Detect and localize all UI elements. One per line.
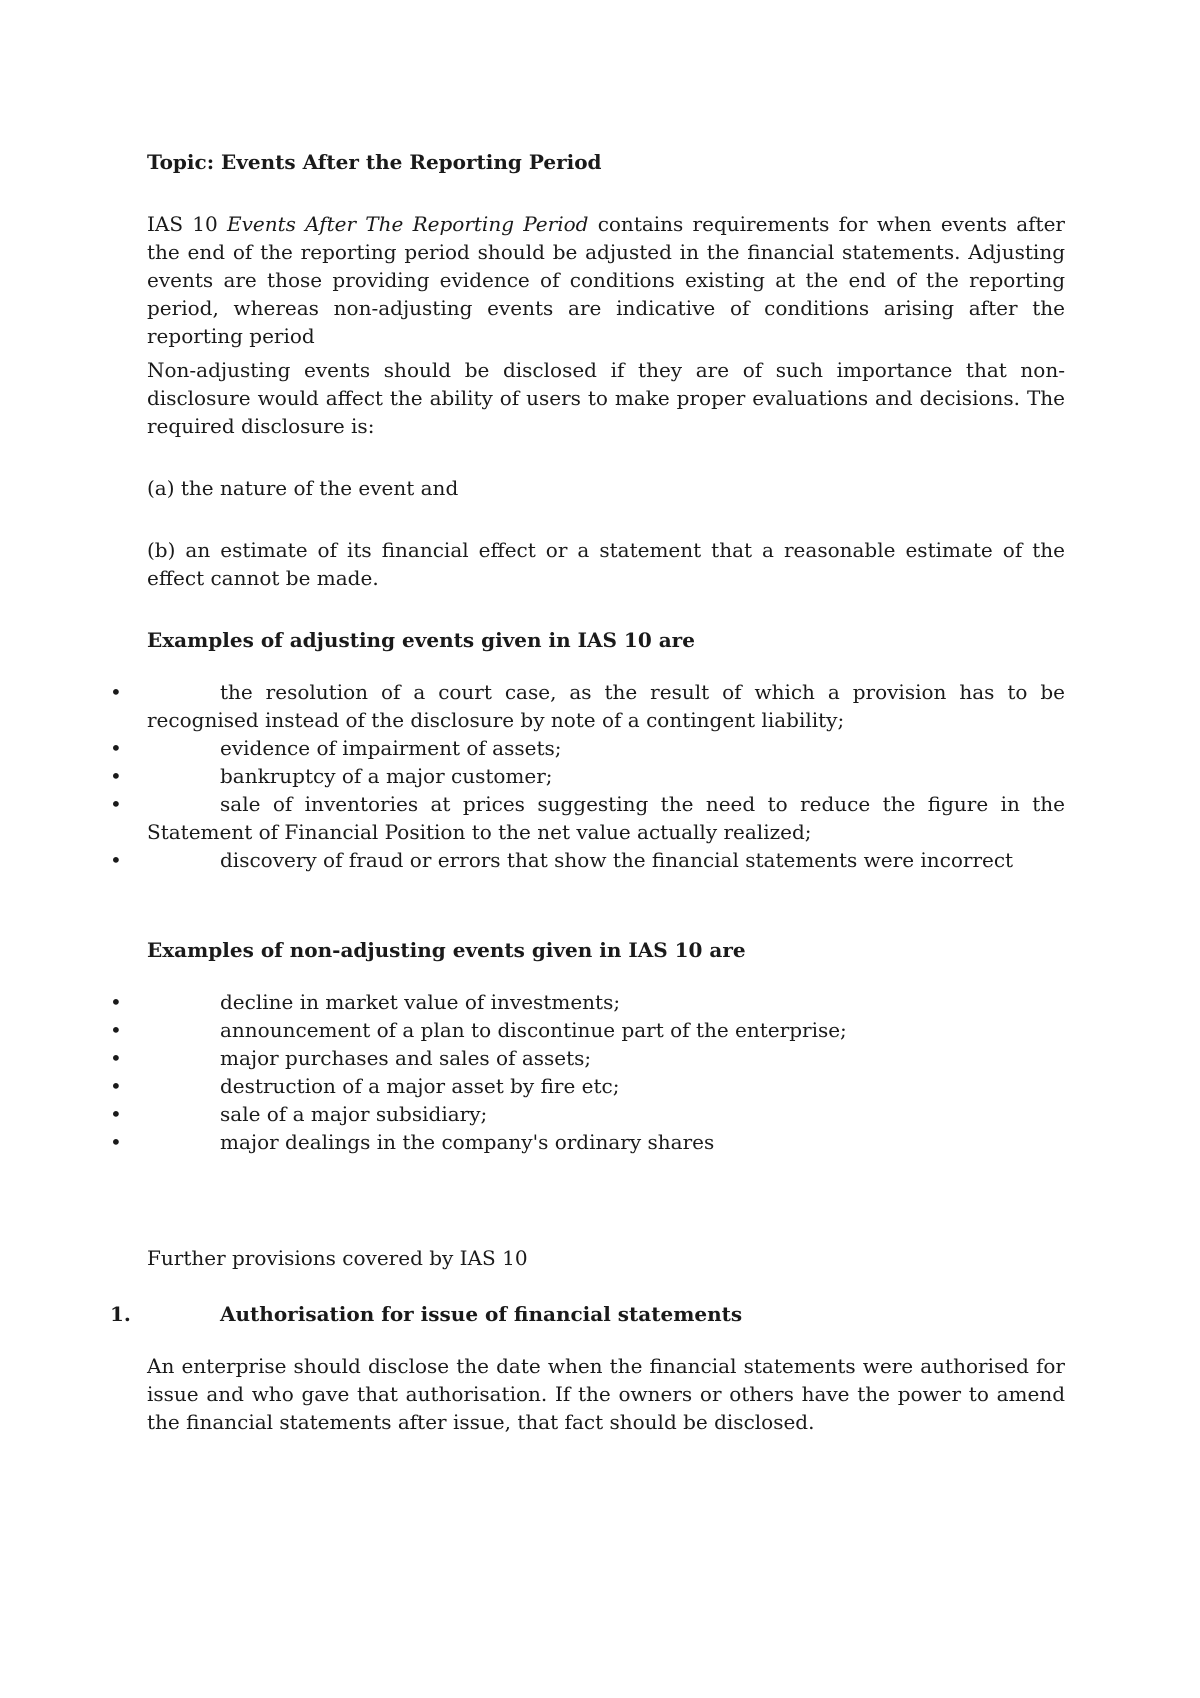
adjusting-heading: Examples of adjusting events given in IAS 10 are (147, 628, 695, 652)
non-adjusting-list (0, 988, 1200, 1156)
bullet-icon: • (110, 1018, 122, 1042)
list-item: • discovery of fraud or errors that show the financial statements were incorrect (110, 848, 1014, 872)
bullet-icon: • (110, 1130, 122, 1154)
bullet-icon: • (110, 990, 122, 1014)
section-number: 1. (110, 1302, 131, 1326)
intro-paragraph (147, 210, 1065, 350)
bullet-icon: • (110, 848, 122, 872)
list-item: • bankruptcy of a major customer; (110, 764, 553, 788)
bullet-icon: • (110, 736, 122, 760)
intro-italic-title: Events After The Reporting Period (226, 212, 589, 236)
list-item: • sale of inventories at prices suggesting the need to reduce the figure in the Statement of Financial Position to the net value actually realized; (110, 792, 1065, 844)
disclosure-b: (b) an estimate of its financial effect or a statement that a reasonable estimate of the effect cannot be made. (147, 538, 1065, 590)
list-item: • evidence of impairment of assets; (110, 736, 562, 760)
bullet-icon: • (110, 1046, 122, 1070)
bullet-icon: • (110, 792, 122, 816)
non-adjusting-paragraph: Non-adjusting events should be disclosed if they are of such importance that non-disclosure would affect the ability of users to make proper evaluations and decisions. The required disclosure is: (147, 358, 1065, 438)
section-title: Authorisation for issue of financial statements (220, 1302, 743, 1326)
topic-heading: Topic: Events After the Reporting Period (147, 150, 602, 174)
further-provisions: Further provisions covered by IAS 10 (147, 1246, 528, 1270)
list-item: • destruction of a major asset by fire etc; (110, 1074, 620, 1098)
list-item: • decline in market value of investments; (110, 990, 621, 1014)
intro-prefix: IAS 10 (147, 212, 227, 236)
list-item: • sale of a major subsidiary; (110, 1102, 488, 1126)
list-item: • the resolution of a court case, as the result of which a provision has to be recognised instead of the disclosure by note of a contingent liability; (110, 680, 1065, 732)
list-item: • announcement of a plan to discontinue part of the enterprise; (110, 1018, 847, 1042)
intro-rest: contains requirements for when events after the end of the reporting period should be adjusted in the financial statements. Adjusting events are those providing evidence of conditions existing at the end of the reporting period, whereas non-adjusting events are indicative of conditions arising after the reporting period (147, 212, 1065, 348)
bullet-icon: • (110, 680, 122, 704)
non-adjusting-heading: Examples of non-adjusting events given in IAS 10 are (147, 938, 746, 962)
bullet-icon: • (110, 1074, 122, 1098)
adjusting-list (0, 678, 1200, 874)
disclosure-a: (a) the nature of the event and (147, 476, 459, 500)
section-1-heading (110, 1300, 742, 1328)
bullet-icon: • (110, 1102, 122, 1126)
list-item: • major purchases and sales of assets; (110, 1046, 592, 1070)
bullet-icon: • (110, 764, 122, 788)
list-item: • major dealings in the company's ordinary shares (110, 1130, 715, 1154)
section-1-body: An enterprise should disclose the date when the financial statements were authorised for issue and who gave that authorisation. If the owners or others have the power to amend the financial statements after issue, that fact should be disclosed. (147, 1354, 1065, 1434)
